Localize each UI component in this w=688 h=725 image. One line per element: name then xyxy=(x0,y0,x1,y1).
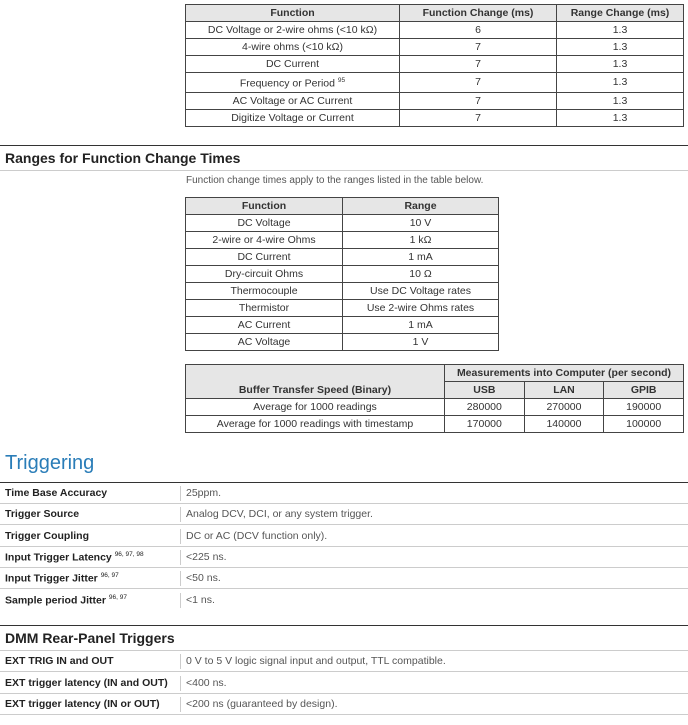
table-row xyxy=(186,416,684,433)
spec-label: EXT trigger latency (IN or OUT) xyxy=(5,698,160,710)
spec-label xyxy=(5,572,119,585)
table-cell: Thermistor xyxy=(186,300,343,317)
spec-label xyxy=(5,594,127,607)
section-title-rear-panel: DMM Rear-Panel Triggers xyxy=(5,630,175,646)
table-row xyxy=(186,300,499,317)
table-cell: 1.3 xyxy=(557,109,684,126)
table-cell: 1 mA xyxy=(343,249,499,266)
footnote-ref: 96, 97, 98 xyxy=(114,551,144,558)
table-row xyxy=(186,39,684,56)
table-cell: 170000 xyxy=(445,416,525,433)
ranges-note: Function change times apply to the ranges listed in the table below. xyxy=(186,175,484,186)
spec-label-text: Sample period Jitter xyxy=(5,594,106,607)
table-cell: AC Voltage xyxy=(186,334,343,351)
section-title-ranges: Ranges for Function Change Times xyxy=(5,150,241,166)
spec-divider xyxy=(180,697,181,712)
table-cell: 10 V xyxy=(343,215,499,232)
spec-value: <200 ns (guaranteed by design). xyxy=(186,698,338,710)
table-cell: 1 V xyxy=(343,334,499,351)
table-group-header: Measurements into Computer (per second) xyxy=(445,365,684,382)
section-divider xyxy=(0,145,688,146)
table-cell: 10 Ω xyxy=(343,266,499,283)
table-cell: 1.3 xyxy=(557,56,684,73)
table-header: GPIB xyxy=(604,382,684,399)
table-row xyxy=(186,92,684,109)
table-cell: DC Voltage or 2-wire ohms (<10 kΩ) xyxy=(186,22,400,39)
table-cell: 7 xyxy=(400,109,557,126)
table-row xyxy=(186,109,684,126)
table-row xyxy=(186,283,499,300)
spec-value: 25ppm. xyxy=(186,487,222,499)
table-cell: 1.3 xyxy=(557,73,684,93)
spec-value: DC or AC (DCV function only). xyxy=(186,530,328,542)
section-divider xyxy=(0,625,688,626)
spec-label: Trigger Coupling xyxy=(5,530,89,542)
spec-divider xyxy=(180,507,181,522)
table-header: Function xyxy=(186,198,343,215)
table-cell: 4-wire ohms (<10 kΩ) xyxy=(186,39,400,56)
section-title-triggering: Triggering xyxy=(5,452,95,474)
table-row xyxy=(186,266,499,283)
spec-divider xyxy=(180,676,181,691)
table-row xyxy=(186,249,499,266)
function-change-table xyxy=(185,4,684,127)
table-cell: 1 kΩ xyxy=(343,232,499,249)
table-cell: 280000 xyxy=(445,399,525,416)
spec-row xyxy=(0,504,688,525)
spec-row xyxy=(0,694,688,715)
table-cell xyxy=(186,73,400,93)
table-cell: DC Current xyxy=(186,249,343,266)
table-row xyxy=(186,399,684,416)
table-cell: 270000 xyxy=(524,399,604,416)
spec-divider xyxy=(180,571,181,586)
table-cell: AC Current xyxy=(186,317,343,334)
table-row xyxy=(186,317,499,334)
buffer-transfer-table xyxy=(185,364,684,433)
table-cell: 190000 xyxy=(604,399,684,416)
table-header: Function Change (ms) xyxy=(400,5,557,22)
section-underline xyxy=(0,170,688,171)
table-row xyxy=(186,22,684,39)
row-divider xyxy=(0,671,688,672)
table-cell: 1.3 xyxy=(557,92,684,109)
table-cell: Dry-circuit Ohms xyxy=(186,266,343,283)
table-cell: Thermocouple xyxy=(186,283,343,300)
table-row xyxy=(186,73,684,93)
spec-label: Time Base Accuracy xyxy=(5,487,108,499)
spec-label: EXT trigger latency (IN and OUT) xyxy=(5,677,168,689)
row-divider xyxy=(0,588,688,589)
spec-value: <225 ns. xyxy=(186,551,227,563)
table-row xyxy=(186,334,499,351)
footnote-ref: 95 xyxy=(337,77,346,84)
row-divider xyxy=(0,714,688,715)
table-cell: Average for 1000 readings with timestamp xyxy=(186,416,445,433)
table-cell: Digitize Voltage or Current xyxy=(186,109,400,126)
table-row xyxy=(186,232,499,249)
table-header: Buffer Transfer Speed (Binary) xyxy=(186,365,445,399)
table-cell: 1 mA xyxy=(343,317,499,334)
spec-divider xyxy=(180,486,181,501)
table-cell: Use DC Voltage rates xyxy=(343,283,499,300)
range-table xyxy=(185,197,499,351)
table-header: Range Change (ms) xyxy=(557,5,684,22)
table-cell: 6 xyxy=(400,22,557,39)
spec-row xyxy=(0,568,688,589)
spec-row xyxy=(0,651,688,672)
spec-label xyxy=(5,551,144,564)
table-cell: 7 xyxy=(400,39,557,56)
spec-value: <400 ns. xyxy=(186,677,227,689)
spec-row xyxy=(0,483,688,504)
spec-row xyxy=(0,673,688,694)
spec-row xyxy=(0,590,688,611)
table-header: Function xyxy=(186,5,400,22)
spec-row xyxy=(0,526,688,547)
spec-label-text: Input Trigger Jitter xyxy=(5,572,98,585)
table-row xyxy=(186,215,499,232)
table-cell: 7 xyxy=(400,73,557,93)
cell-text: Frequency or Period xyxy=(239,77,335,90)
spec-value: 0 V to 5 V logic signal input and output, TTL compatible. xyxy=(186,655,446,667)
table-cell: 1.3 xyxy=(557,39,684,56)
row-divider xyxy=(0,524,688,525)
spec-divider xyxy=(180,529,181,544)
spec-row xyxy=(0,547,688,568)
spec-value: Analog DCV, DCI, or any system trigger. xyxy=(186,508,373,520)
table-cell: 2-wire or 4-wire Ohms xyxy=(186,232,343,249)
table-row xyxy=(186,56,684,73)
footnote-ref: 96, 97 xyxy=(100,572,119,579)
spec-label: EXT TRIG IN and OUT xyxy=(5,655,114,667)
table-cell: Use 2-wire Ohms rates xyxy=(343,300,499,317)
table-cell: 140000 xyxy=(524,416,604,433)
spec-value: <50 ns. xyxy=(186,572,221,584)
table-cell: Average for 1000 readings xyxy=(186,399,445,416)
table-header: USB xyxy=(445,382,525,399)
table-cell: AC Voltage or AC Current xyxy=(186,92,400,109)
spec-divider xyxy=(180,593,181,608)
table-header: Range xyxy=(343,198,499,215)
spec-divider xyxy=(180,654,181,669)
footnote-ref: 96, 97 xyxy=(108,594,127,601)
table-cell: DC Current xyxy=(186,56,400,73)
spec-divider xyxy=(180,550,181,565)
spec-value: <1 ns. xyxy=(186,594,215,606)
table-cell: 7 xyxy=(400,92,557,109)
table-header: LAN xyxy=(524,382,604,399)
table-cell: 100000 xyxy=(604,416,684,433)
table-cell: 7 xyxy=(400,56,557,73)
spec-label: Trigger Source xyxy=(5,508,80,520)
spec-label-text: Input Trigger Latency xyxy=(5,551,112,564)
table-cell: DC Voltage xyxy=(186,215,343,232)
table-cell: 1.3 xyxy=(557,22,684,39)
